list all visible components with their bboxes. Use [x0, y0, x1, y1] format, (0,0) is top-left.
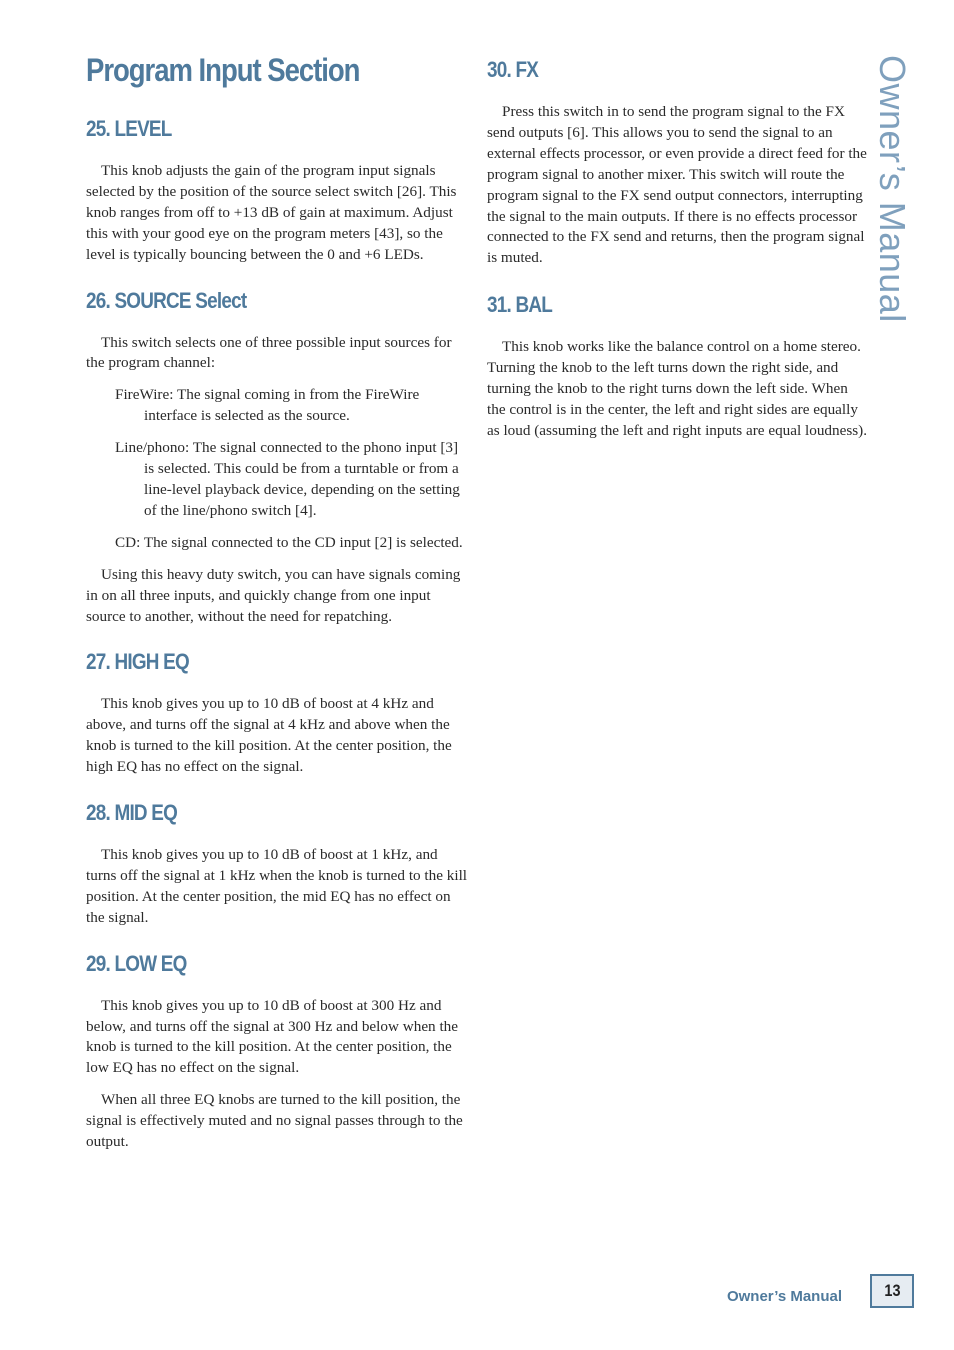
section-mid-eq: [86, 799, 468, 929]
section-heading: 28. MID EQ: [86, 800, 178, 826]
section-heading: 30. FX: [487, 57, 539, 82]
right-column: [487, 56, 869, 442]
paragraph: This knob adjusts the gain of the program input signals selected by the position of the source select switch [26]. This knob ranges from off to +13 dB of gain at maximum. Adjust this with your good eye on the program meters [43], so the level is typically bouncing between the 0 and +6 LEDs.: [86, 162, 457, 263]
section-heading: 29. LOW EQ: [86, 950, 187, 976]
section-heading: 27. HIGH EQ: [86, 649, 189, 675]
paragraph: This knob gives you up to 10 dB of boost at 4 kHz and above, and turns off the signal at 4 kHz and above when the knob is turned to the kill position. At the center position, the high EQ has no effect on the signal.: [86, 695, 452, 776]
paragraph: Using this heavy duty switch, you can have signals coming in on all three inputs, and quickly change from one input source to another, without the need for repatching.: [86, 565, 461, 625]
paragraph: Press this switch in to send the program signal to the FX send outputs [6]. This allows you to send the signal to an external effects processor, or even provide a direct feed for the program signal to another mixer. This switch will route the program signal to the FX send output connectors, interrupting the signal to the main outputs. If there is no effects processor connected to the FX send and returns, then the program signal is muted.: [487, 103, 867, 267]
paragraph: When all three EQ knobs are turned to the kill position, the signal is effectively muted and no signal passes through to the output.: [86, 1091, 463, 1151]
paragraph: This switch selects one of three possible input sources for the program channel:: [86, 333, 452, 372]
section-heading: 25. LEVEL: [86, 116, 172, 141]
page-number-text: 13: [883, 1281, 901, 1300]
page-title: Program Input Section: [86, 52, 360, 88]
section-heading: 26. SOURCE Select: [86, 287, 247, 313]
footer-label: Owner’s Manual: [726, 1288, 842, 1305]
list-item: FireWire: The signal coming in from the FireWire interface is selected as the source.: [115, 386, 420, 425]
list-item: CD: The signal connected to the CD input [2] is selected.: [115, 533, 463, 551]
side-title: Owner’s Manual: [872, 55, 913, 323]
section-bal: [487, 291, 869, 442]
section-low-eq: [86, 950, 468, 1153]
paragraph: This knob gives you up to 10 dB of boost at 300 Hz and below, and turns off the signal at 300 Hz and below when the knob is turned to the kill position. At the center position, the low EQ has no effect on the signal.: [86, 996, 459, 1077]
section-heading: 31. BAL: [487, 292, 553, 318]
section-fx: [487, 56, 869, 269]
left-column: [86, 115, 468, 1153]
list-item: Line/phono: The signal connected to the phono input [3] is selected. This could be from a turntable or from a line-level playback device, depending on the setting of the line/phono switch [4].: [115, 439, 460, 519]
section-high-eq: [86, 648, 468, 778]
section-level: [86, 115, 468, 266]
paragraph: This knob gives you up to 10 dB of boost at 1 kHz, and turns off the signal at 1 kHz when the knob is turned to the kill position. At the center position, the mid EQ has no effect on the signal.: [86, 846, 468, 926]
paragraph: This knob works like the balance control on a home stereo. Turning the knob to the left turns down the right side, and turning the knob to the right turns down the left side. When the control is in the center, the left and right sides are equally as loud (assuming the left and right inputs are equal loudness).: [487, 338, 868, 439]
section-source-select: [86, 287, 468, 628]
page-number: [870, 1274, 914, 1308]
